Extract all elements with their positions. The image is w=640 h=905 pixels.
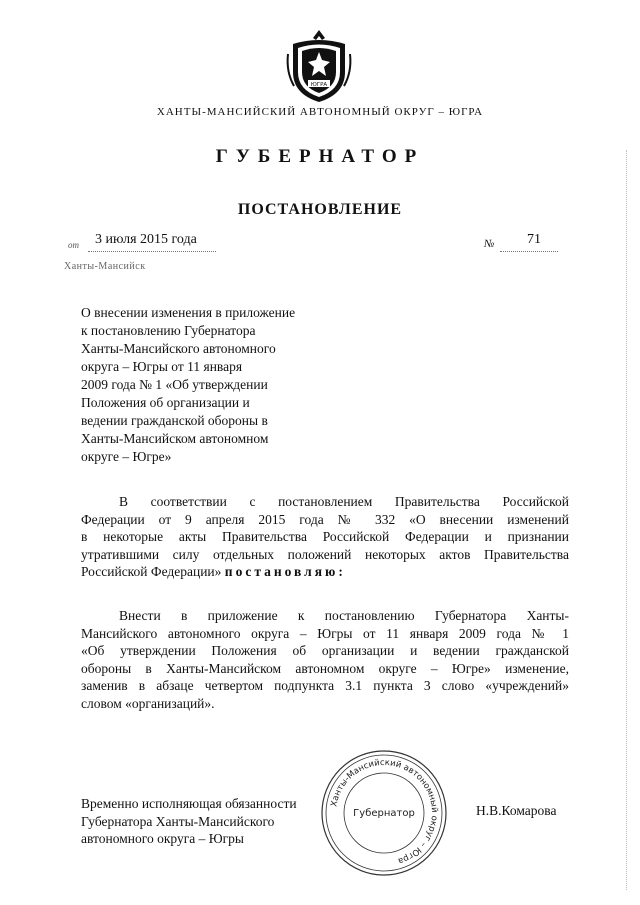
subject-line: Положения об организации и bbox=[81, 395, 250, 410]
paragraph-line: заменив в абзаце четвертом подпункта 3.1 пункта 3 слово «учреждений» bbox=[81, 678, 569, 693]
paragraph-line: утратившими силу отдельных положений некоторых актов Правительства bbox=[81, 546, 569, 562]
paragraph-line: словом «организаций». bbox=[81, 695, 215, 711]
paragraph-line: Мансийского автономного округа – Югры от 11 января 2009 года № 1 bbox=[81, 625, 569, 641]
subject-line: Ханты-Мансийского автономного bbox=[81, 341, 276, 356]
date-prefix: от bbox=[68, 240, 79, 250]
stamp-center-text: Губернатор bbox=[353, 808, 415, 819]
document-date: 3 июля 2015 года bbox=[95, 232, 197, 247]
coat-of-arms-icon bbox=[284, 28, 354, 104]
emblem-label: ЮГРА bbox=[310, 82, 328, 88]
resolution-word: постановляю: bbox=[224, 564, 346, 579]
paragraph-line: «Об утверждении Положения об организации и ведении гражданской bbox=[81, 643, 569, 658]
paragraph-text: Российской Федерации» bbox=[81, 564, 222, 579]
region-name: ХАНТЫ-МАНСИЙСКИЙ АВТОНОМНЫЙ ОКРУГ – ЮГРА bbox=[156, 106, 484, 118]
position-line: автономного округа – Югры bbox=[81, 831, 244, 846]
paragraph-line: обороны в Ханты-Мансийском автономном округе – Югре» изменение, bbox=[81, 660, 569, 676]
subject-line: Ханты-Мансийском автономном bbox=[81, 431, 269, 446]
issue-place: Ханты-Мансийск bbox=[64, 261, 146, 272]
official-stamp bbox=[319, 748, 449, 878]
paragraph-line: Внести в приложение к постановлению Губернатора Ханты- bbox=[119, 608, 569, 623]
document-number: 71 bbox=[527, 232, 541, 247]
subject-line: округе – Югре» bbox=[81, 449, 172, 464]
scan-edge-divider bbox=[626, 150, 627, 890]
paragraph-line: В соответствии с постановлением Правительства Российской bbox=[119, 494, 569, 509]
position-line: Губернатора Ханты-Мансийского bbox=[81, 813, 275, 829]
paragraph-line bbox=[81, 563, 569, 581]
position-line: Временно исполняющая обязанности bbox=[81, 796, 297, 811]
signatory-position bbox=[81, 795, 341, 848]
paragraph-line: в некоторые акты Правительства Российской Федерации и признании bbox=[81, 529, 569, 544]
subject-line: округа – Югры от 11 января bbox=[81, 359, 243, 374]
preamble-paragraph bbox=[81, 493, 569, 581]
signatory-name: Н.В.Комарова bbox=[476, 803, 557, 818]
number-underline bbox=[500, 251, 558, 252]
subject-line: ведении гражданской обороны в bbox=[81, 413, 268, 428]
operative-paragraph bbox=[81, 607, 569, 712]
number-sign: № bbox=[484, 238, 495, 250]
paragraph-line: Федерации от 9 апреля 2015 года № 332 «О внесении изменений bbox=[81, 511, 569, 527]
subject-line: О внесении изменения в приложение bbox=[81, 305, 296, 320]
subject-line: 2009 года № 1 «Об утверждении bbox=[81, 377, 268, 392]
authority-title: ГУБЕРНАТОР bbox=[215, 146, 425, 167]
date-underline bbox=[88, 251, 216, 252]
document-type-title: ПОСТАНОВЛЕНИЕ bbox=[237, 201, 403, 218]
subject-line: к постановлению Губернатора bbox=[81, 323, 256, 338]
decree-subject bbox=[81, 304, 331, 466]
stamp-ring-text: Ханты-Мансийский автономный округ – Югра bbox=[329, 757, 440, 866]
